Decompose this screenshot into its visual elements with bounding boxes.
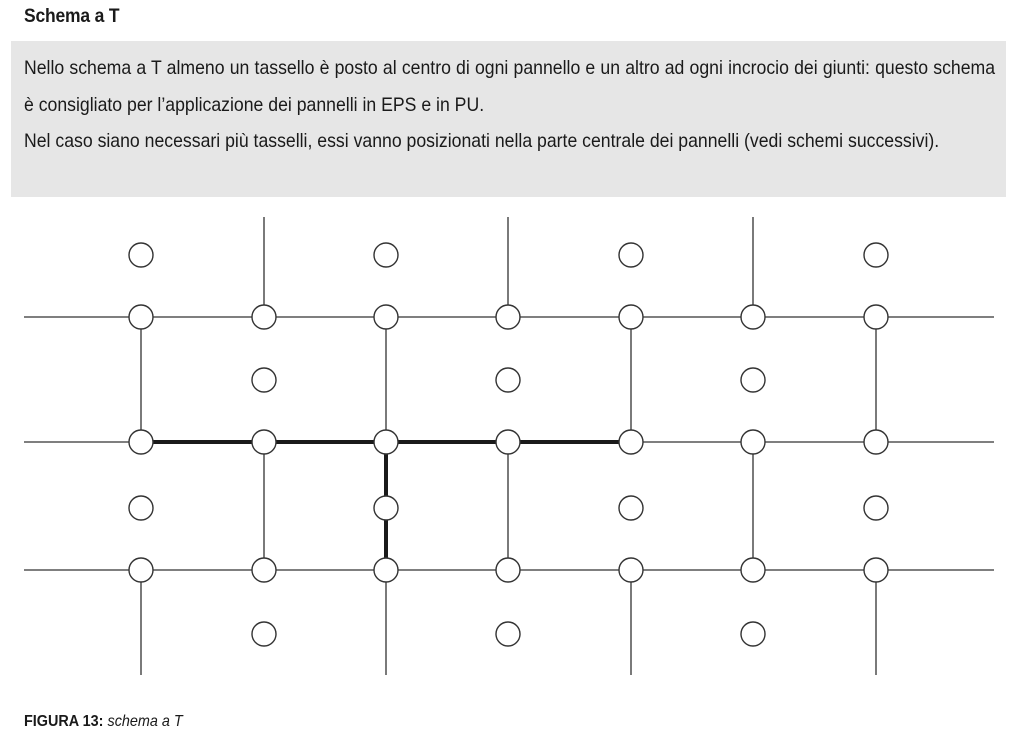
dowel-circle	[741, 368, 765, 392]
dowel-circle	[252, 622, 276, 646]
dowel-circle	[374, 496, 398, 520]
dowel-circle	[864, 496, 888, 520]
dowel-circle	[129, 496, 153, 520]
dowel-circle	[252, 368, 276, 392]
dowel-circle	[864, 243, 888, 267]
dowel-circle	[496, 558, 520, 582]
figure-caption-text: schema a T	[107, 713, 183, 730]
dowel-circle	[619, 496, 643, 520]
dowel-circle	[129, 558, 153, 582]
dowel-circle	[864, 305, 888, 329]
dowel-circle	[741, 558, 765, 582]
dowel-circle	[619, 305, 643, 329]
description-paragraph-2: Nel caso siano necessari più tasselli, essi vanno posizionati nella parte centrale dei pannelli (vedi schemi successivi).	[24, 130, 940, 152]
dowel-circle	[129, 430, 153, 454]
dowel-circle	[619, 430, 643, 454]
dowel-circle	[374, 430, 398, 454]
dowel-circle	[741, 305, 765, 329]
dowel-circle	[374, 305, 398, 329]
dowel-circle	[864, 558, 888, 582]
dowel-circle	[374, 243, 398, 267]
section-title: Schema a T	[24, 6, 120, 27]
dowel-circle	[496, 305, 520, 329]
figure-caption	[24, 713, 183, 731]
dowel-circle	[619, 243, 643, 267]
figure-caption-label: FIGURA 13:	[24, 713, 104, 730]
dowel-circle	[496, 368, 520, 392]
dowel-circle	[252, 558, 276, 582]
dowel-circle	[252, 305, 276, 329]
description-paragraph-1: Nello schema a T almeno un tassello è posto al centro di ogni pannello e un altro ad ogni incrocio dei giunti: questo schema è consigliato per l’applicazione dei pannelli in EPS e in PU.	[24, 57, 996, 116]
dowel-circle	[864, 430, 888, 454]
dowel-circle	[374, 558, 398, 582]
dowel-circle	[496, 430, 520, 454]
dowel-circle	[619, 558, 643, 582]
dowel-circle	[741, 430, 765, 454]
dowel-circle	[496, 622, 520, 646]
dowel-circle	[129, 305, 153, 329]
dowel-circle	[741, 622, 765, 646]
dowel-circle	[129, 243, 153, 267]
dowel-circle	[252, 430, 276, 454]
